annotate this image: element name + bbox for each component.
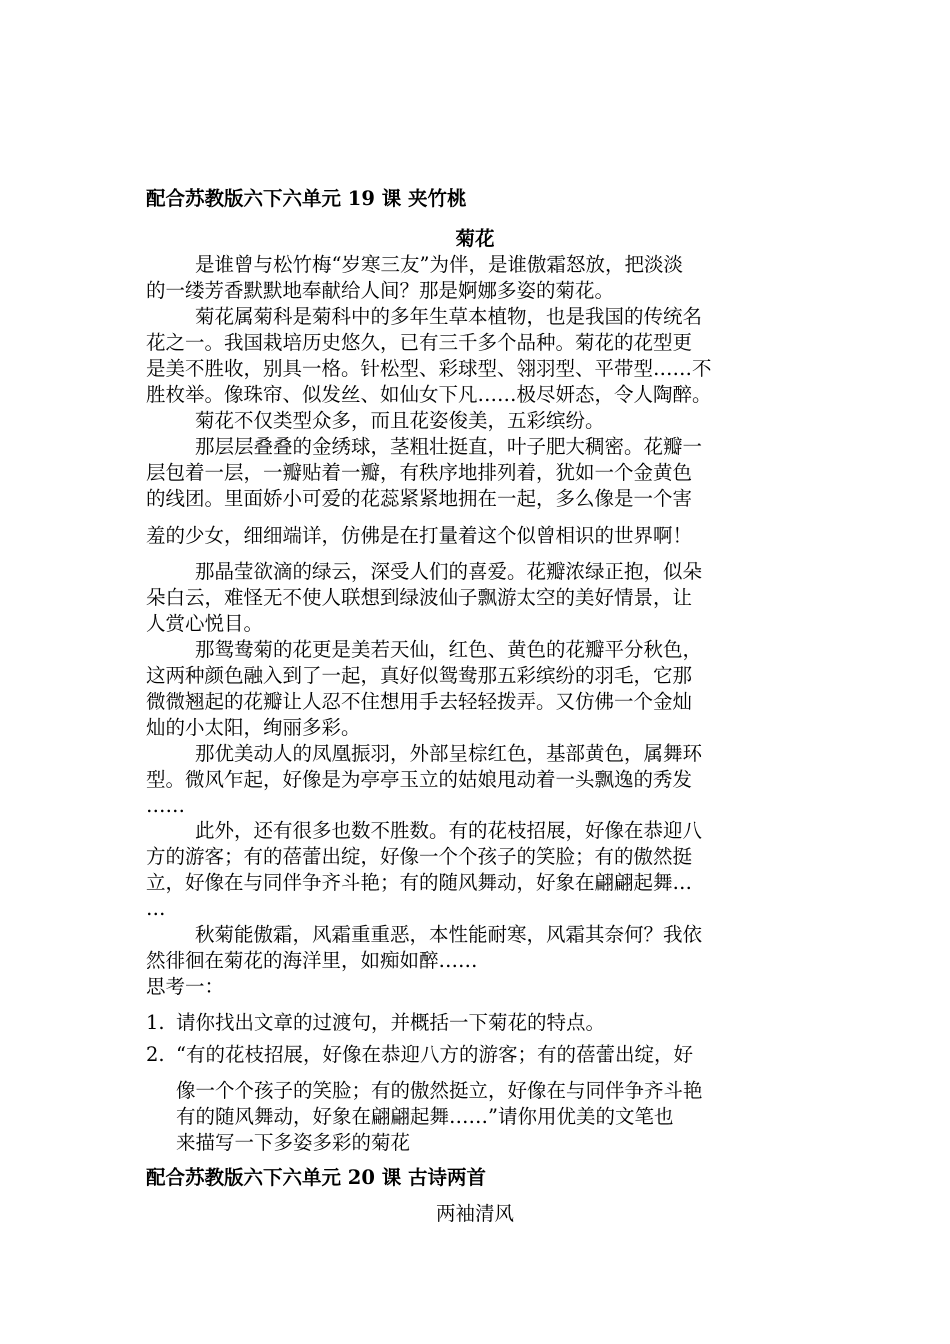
paragraph-line: 立，好像在与同伴争齐斗艳；有的随风舞动，好象在翩翩起舞… <box>146 871 693 894</box>
paragraph-line: 朵白云，难怪无不使人联想到绿波仙子飘游太空的美好情景，让 <box>146 586 693 609</box>
paragraph-line: 灿的小太阳，绚丽多彩。 <box>146 716 361 739</box>
paragraph-line: 菊花不仅类型众多，而且花姿俊美，五彩缤纷。 <box>195 409 605 432</box>
paragraph-line: 秋菊能傲霜，风霜重重恶，本性能耐寒，风霜其奈何？我依 <box>195 923 703 946</box>
lesson-20-heading: 配合苏教版六下六单元 20 课 古诗两首 <box>146 1166 487 1189</box>
paragraph-line: 的一缕芳香默默地奉献给人间？那是婀娜多姿的菊花。 <box>146 279 615 302</box>
question-1-number: 1. <box>146 1011 165 1034</box>
paragraph-line: 那优美动人的凤凰振羽，外部呈棕红色，基部黄色，属舞环 <box>195 742 703 765</box>
question-2-line: “有的花枝招展，好像在恭迎八方的游客；有的蓓蕾出绽，好 <box>176 1043 693 1066</box>
lesson-19-title: 菊花 <box>455 227 495 250</box>
paragraph-line: 人赏心悦目。 <box>146 612 264 635</box>
paragraph-line: 型。微风乍起，好像是为亭亭玉立的姑娘甩动着一头飘逸的秀发 <box>146 768 693 791</box>
paragraph-line: 是美不胜收，别具一格。针松型、彩球型、翎羽型、平带型……不 <box>146 357 712 380</box>
paragraph-line: 方的游客；有的蓓蕾出绽，好像一个个孩子的笑脸；有的傲然挺 <box>146 845 693 868</box>
question-2-number: 2. <box>146 1043 165 1066</box>
paragraph-line: 的线团。里面娇小可爱的花蕊紧紧地拥在一起，多么像是一个害 <box>146 487 693 510</box>
paragraph-line: 菊花属菊科是菊科中的多年生草本植物，也是我国的传统名 <box>195 305 703 328</box>
paragraph-line: 微微翘起的花瓣让人忍不住想用手去轻轻拨弄。又仿佛一个金灿 <box>146 690 693 713</box>
paragraph-line: 花之一。我国栽培历史悠久，已有三千多个品种。菊花的花型更 <box>146 331 693 354</box>
paragraph-line: 然徘徊在菊花的海洋里，如痴如醉…… <box>146 949 478 972</box>
question-2-line: 来描写一下多姿多彩的菊花 <box>176 1131 411 1154</box>
lesson-19-heading: 配合苏教版六下六单元 19 课 夹竹桃 <box>146 187 467 210</box>
lesson-20-title: 两袖清风 <box>435 1202 514 1225</box>
paragraph-line: …… <box>146 794 185 817</box>
question-1-text: 请你找出文章的过渡句，并概括一下菊花的特点。 <box>176 1011 606 1034</box>
question-2-line: 有的随风舞动，好象在翩翩起舞……”请你用优美的文笔也 <box>176 1105 674 1128</box>
paragraph-line: 那晶莹欲滴的绿云，深受人们的喜爱。花瓣浓绿正抱，似朵 <box>195 560 703 583</box>
paragraph-line: 是谁曾与松竹梅“岁寒三友”为伴，是谁傲霜怒放，把淡淡 <box>195 253 683 276</box>
paragraph-line: 胜枚举。像珠帘、似发丝、如仙女下凡……极尽妍态，令人陶醉。 <box>146 383 712 406</box>
paragraph-line: … <box>146 897 166 920</box>
paragraph-line: 层包着一层，一瓣贴着一瓣，有秩序地排列着，犹如一个金黄色 <box>146 461 693 484</box>
question-2-line: 像一个个孩子的笑脸；有的傲然挺立，好像在与同伴争齐斗艳 <box>176 1079 703 1102</box>
paragraph-line: 这两种颜色融入到了一起，真好似鸳鸯那五彩缤纷的羽毛，它那 <box>146 664 693 687</box>
paragraph-line: 那鸳鸯菊的花更是美若天仙，红色、黄色的花瓣平分秋色， <box>195 638 703 661</box>
paragraph-line: 羞的少女，细细端详，仿佛是在打量着这个似曾相识的世界啊！ <box>146 524 693 547</box>
questions-label: 思考一： <box>146 975 225 998</box>
paragraph-line: 此外，还有很多也数不胜数。有的花枝招展，好像在恭迎八 <box>195 819 703 842</box>
paragraph-line: 那层层叠叠的金绣球，茎粗壮挺直，叶子肥大稠密。花瓣一 <box>195 435 703 458</box>
